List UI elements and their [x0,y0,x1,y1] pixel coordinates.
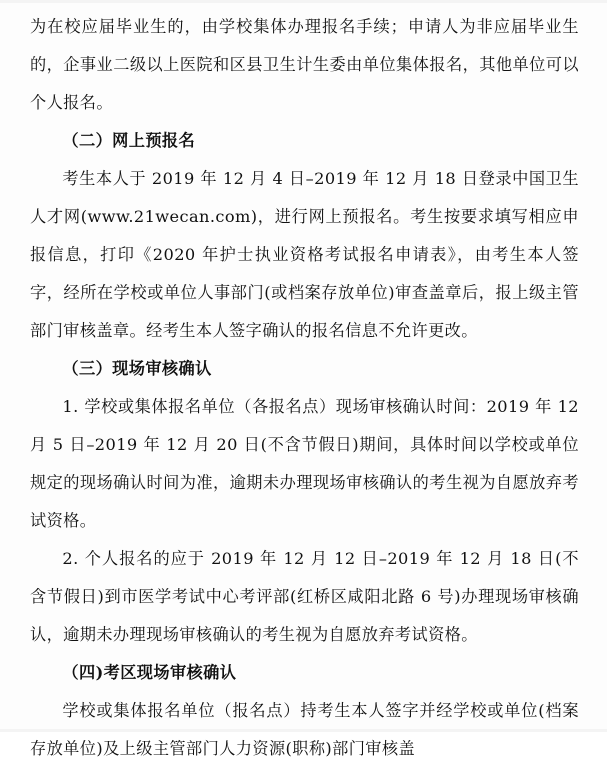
paragraph-enrollment-procedure: 为在校应届毕业生的，由学校集体办理报名手续；申请人为非应届毕业生的，企事业二级以上医院和区县卫生计生委由单位集体报名，其他单位可以个人报名。 [30,17,579,112]
heading-online-pre-registration: （二）网上预报名 [62,131,196,150]
paragraph-online-pre-registration: 考生本人于 2019 年 12 月 4 日–2019 年 12 月 18 日登录中国卫生人才网(www.21wecan.com)，进行网上预报名。考生按要求填写相应申报信息，打印《2020 年护士执业资格考试报名申请表》，由考生本人签字，经所在学校或单位人事部门(或档案存放单位)审查盖章后，报上级主管部门审核盖章。经考生本人签字确认的报名信息不允许更改。 [30,169,579,340]
heading-onsite-review: （三）现场审核确认 [62,359,212,378]
page-edge-artifact-top [0,0,607,3]
document-text-column [30,8,579,768]
paragraph-onsite-review-individual: 2. 个人报名的应于 2019 年 12 月 12 日–2019 年 12 月 18 日(不含节假日)到市医学考试中心考评部(红桥区咸阳北路 6 号)办理现场审核确认，逾期未办理现场审核确认的考生视为自愿放弃考试资格。 [30,549,579,644]
heading-exam-district-review: （四)考区现场审核确认 [62,663,237,682]
paragraph-exam-district-review: 学校或集体报名单位（报名点）持考生本人签字并经学校或单位(档案存放单位)及上级主管部门人力资源(职称)部门审核盖 [30,701,579,758]
paragraph-onsite-review-school: 1. 学校或集体报名单位（各报名点）现场审核确认时间：2019 年 12 月 5 日–2019 年 12 月 20 日(不含节假日)期间，具体时间以学校或单位规定的现场确认时间为准，逾期未办理现场审核确认的考生视为自愿放弃考试资格。 [30,397,579,530]
